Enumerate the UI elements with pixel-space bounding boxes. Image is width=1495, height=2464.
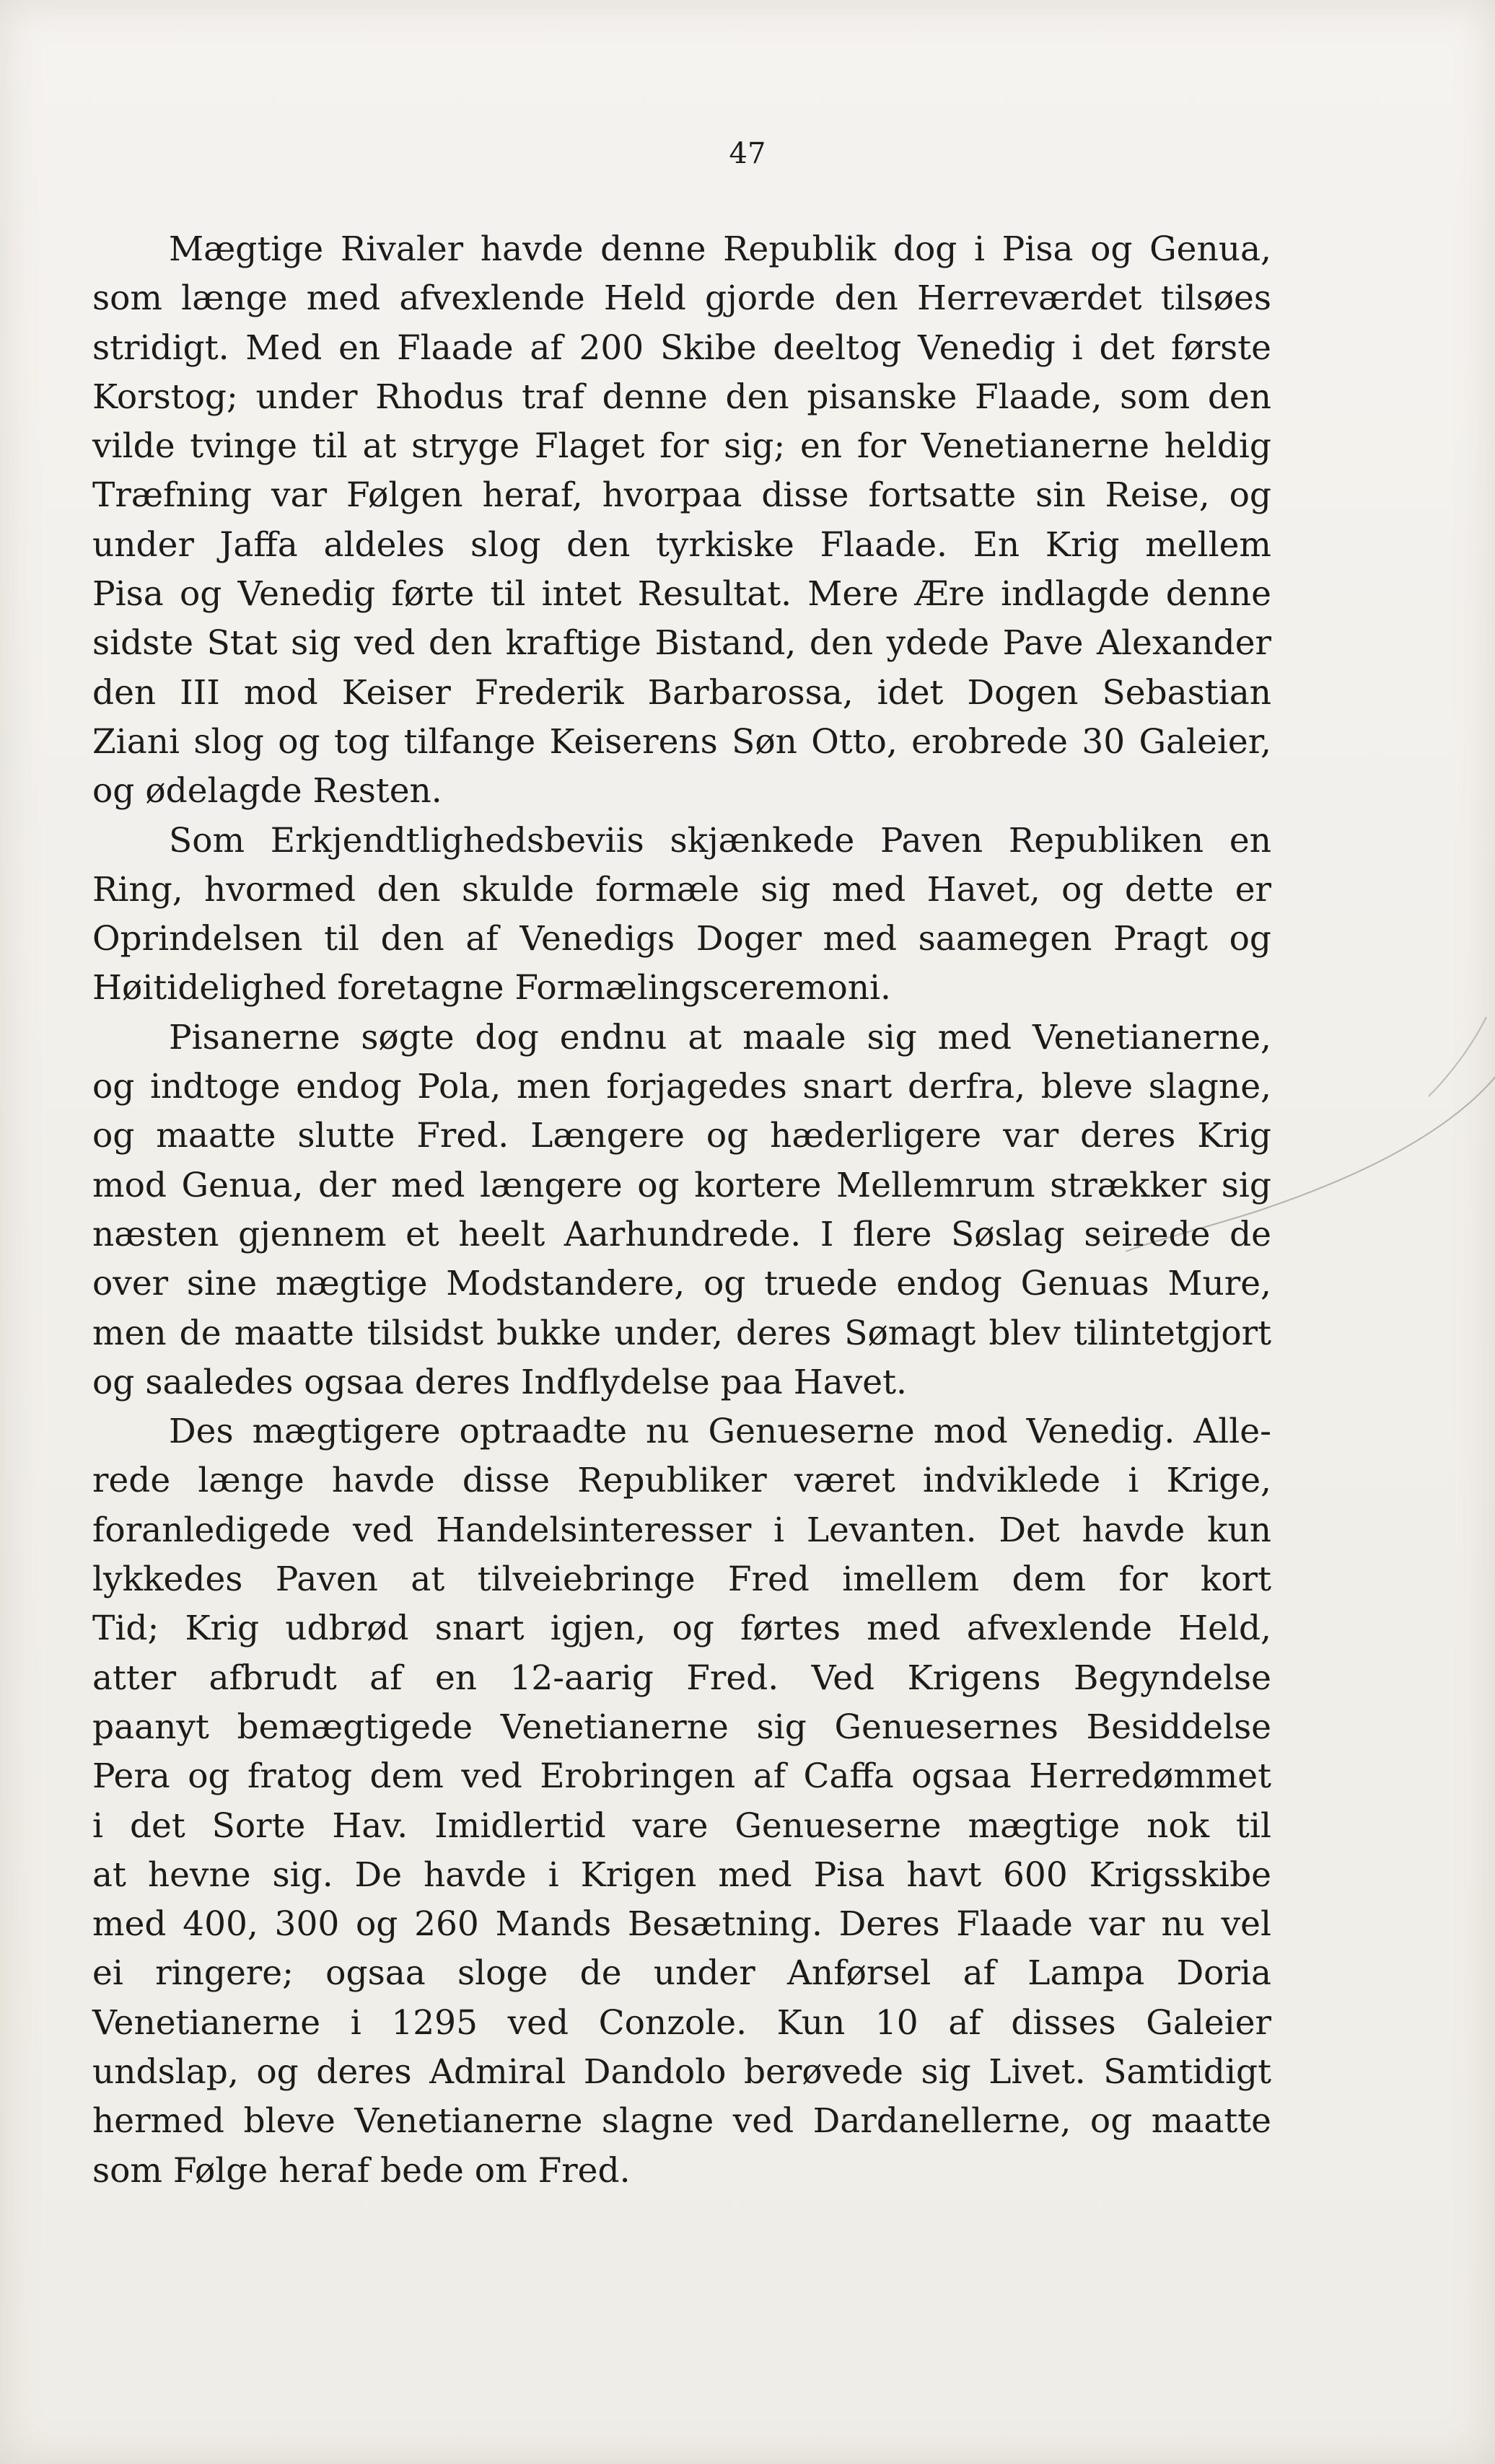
text-line: sidste Stat sig ved den kraftige Bistand, den ydede Pave Alexander [92, 623, 1271, 664]
text-line: Som Erkjendtlighedsbeviis skjænkede Paven Republiken en [169, 820, 1271, 861]
text-line: Des mægtigere optraadte nu Genueserne mod Venedig. Alle- [169, 1412, 1271, 1452]
text-line: Træfning var Følgen heraf, hvorpaa disse fortsatte sin Reise, og [92, 475, 1271, 516]
text-line: næsten gjennem et heelt Aarhundrede. I flere Søslag seirede de [92, 1214, 1271, 1254]
body-text [92, 225, 1271, 2196]
text-line: Ziani slog og tog tilfange Keiserens Søn Otto, erobrede 30 Galeier, [92, 721, 1271, 762]
text-line: atter afbrudt af en 12-aarig Fred. Ved Krigens Begyndelse [92, 1658, 1271, 1698]
text-line: at hevne sig. De havde i Krigen med Pisa havt 600 Krigsskibe [92, 1854, 1271, 1895]
text-line: Tid; Krig udbrød snart igjen, og førtes med afvexlende Held, [92, 1609, 1271, 1649]
text-line: hermed bleve Venetianerne slagne ved Dardanellerne, og maatte [92, 2101, 1271, 2142]
text-line: og saaledes ogsaa deres Indflydelse paa Havet. [92, 1362, 907, 1402]
text-line: Venetianerne i 1295 ved Conzole. Kun 10 af disses Galeier [92, 2002, 1271, 2043]
text-line: Ring, hvormed den skulde formæle sig med Havet, og dette er [92, 869, 1271, 910]
text-line: paanyt bemægtigede Venetianerne sig Genuesernes Besiddelse [92, 1707, 1271, 1747]
text-line: lykkedes Paven at tilveiebringe Fred imellem dem for kort [92, 1559, 1271, 1600]
text-line: som Følge heraf bede om Fred. [92, 2150, 631, 2191]
text-line: i det Sorte Hav. Imidlertid vare Genueserne mægtige nok til [92, 1805, 1271, 1846]
text-line: med 400, 300 og 260 Mands Besætning. Deres Flaade var nu vel [92, 1904, 1271, 1945]
text-line: over sine mægtige Modstandere, og truede endog Genuas Mure, [92, 1264, 1271, 1304]
text-line: foranledigede ved Handelsinteresser i Levanten. Det havde kun [92, 1510, 1271, 1550]
text-line: Pisa og Venedig førte til intet Resultat. Mere Ære indlagde denne [92, 574, 1271, 615]
text-line: den III mod Keiser Frederik Barbarossa, idet Dogen Sebastian [92, 672, 1271, 713]
text-line: og indtoge endog Pola, men forjagedes snart derfra, bleve slagne, [92, 1067, 1271, 1107]
text-line: Oprindelsen til den af Venedigs Doger med saamegen Pragt og [92, 919, 1271, 959]
text-line: og maatte slutte Fred. Længere og hæderligere var deres Krig [92, 1116, 1271, 1156]
text-line: vilde tvinge til at stryge Flaget for sig; en for Venetianerne heldig [92, 426, 1271, 467]
text-line: og ødelagde Resten. [92, 771, 442, 811]
text-line: Høitidelighed foretagne Formælingsceremoni. [92, 968, 892, 1008]
text-line: Korstog; under Rhodus traf denne den pisanske Flaade, som den [92, 377, 1271, 417]
text-line: stridigt. Med en Flaade af 200 Skibe deeltog Venedig i det første [92, 327, 1271, 368]
text-line: under Jaffa aldeles slog den tyrkiske Flaade. En Krig mellem [92, 524, 1271, 565]
text-line: Pisanerne søgte dog endnu at maale sig med Venetianerne, [169, 1017, 1271, 1057]
text-line: mod Genua, der med længere og kortere Mellemrum strækker sig [92, 1165, 1271, 1205]
text-line: men de maatte tilsidst bukke under, deres Sømagt blev tilintetgjort [92, 1313, 1271, 1353]
text-line: Mægtige Rivaler havde denne Republik dog i Pisa og Genua, [169, 229, 1271, 269]
paragraph [92, 817, 1271, 1013]
text-line: Pera og fratog dem ved Erobringen af Caffa ogsaa Herredømmet [92, 1756, 1271, 1797]
page-number: 47 [729, 137, 766, 170]
text-line: som længe med afvexlende Held gjorde den Herreværdet tilsøes [92, 278, 1271, 319]
text-line: undslap, og deres Admiral Dandolo berøvede sig Livet. Samtidigt [92, 2051, 1271, 2092]
paragraph [92, 1013, 1271, 1407]
text-line: rede længe havde disse Republiker været indviklede i Krige, [92, 1461, 1271, 1501]
paragraph [92, 1407, 1271, 2196]
paragraph [92, 225, 1271, 817]
text-line: ei ringere; ogsaa sloge de under Anførsel af Lampa Doria [92, 1953, 1271, 1994]
